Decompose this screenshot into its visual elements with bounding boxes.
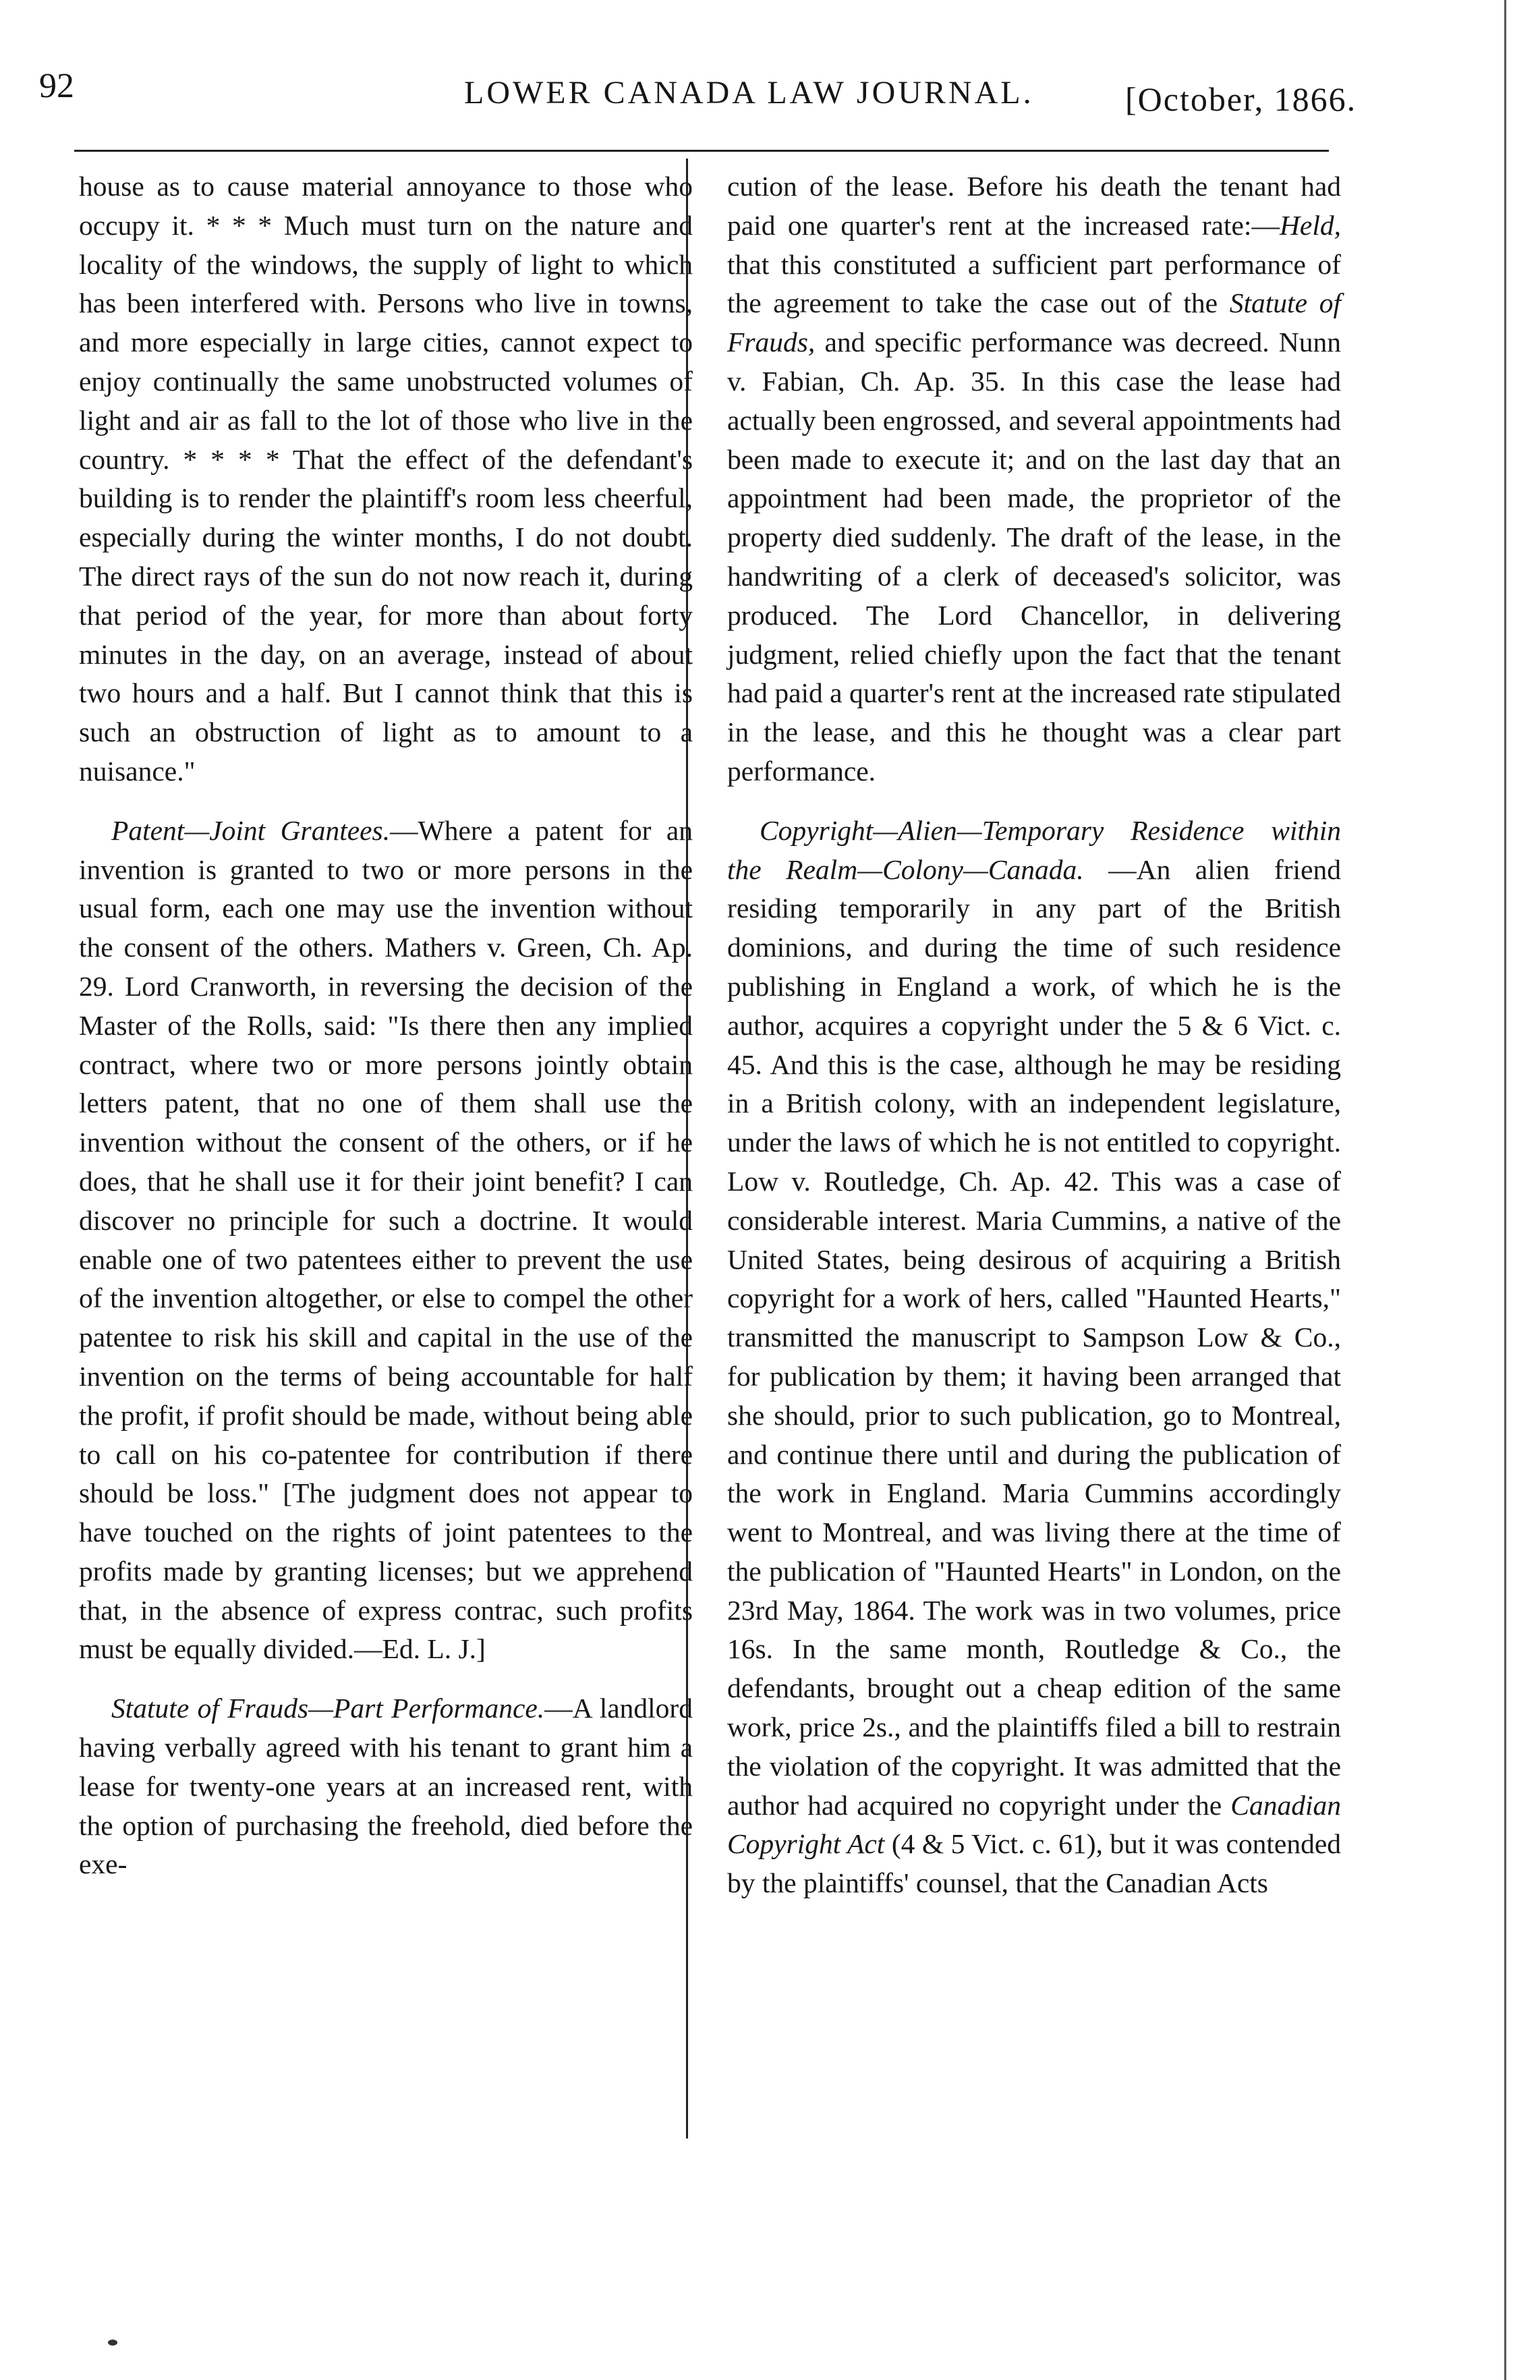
part-performance-continuation: [727, 167, 1341, 791]
ink-smudge: [108, 2340, 117, 2346]
nuisance-quotation: [79, 167, 693, 791]
page-edge-line: [1504, 0, 1506, 2380]
statute-of-frauds-heading: Statute of Frauds—Part Performance.: [111, 1693, 545, 1724]
continuation-text-c: and specific performance was decreed. Nunn v. Fabian, Ch. Ap. 35. In this case the lease had actually been engrossed, and several appointments had been made to execute it; and on the last day that an appointment had been made, the proprietor of the property died suddenly. The draft of the lease, in the handwriting of a clerk of deceased's solicitor, was produced. The Lord Chancellor, in delivering judgment, relied chiefly upon the fact that the tenant had paid a quarter's rent at the increased rate stipulated in the lease, and this he thought was a clear part performance.: [727, 327, 1341, 787]
issue-date: [October, 1866.: [1125, 80, 1357, 118]
patent-joint-grantees-heading: Patent—Joint Grantees.: [111, 814, 391, 846]
journal-title: LOWER CANADA LAW JOURNAL.: [464, 75, 1034, 111]
continuation-text-b: that this constituted a sufficient part performance of the agreement to take the case out of the: [727, 248, 1341, 319]
statute-of-frauds-section: [79, 1689, 693, 1884]
statute-of-frauds-citation: Statute of Frauds,: [727, 287, 1341, 358]
continuation-text-a: cution of the lease. Before his death the tenant had paid one quarter's rent at the increased rate:—: [727, 171, 1341, 241]
statute-of-frauds-text: —A landlord having verbally agreed with his tenant to grant him a lease for twenty-one years at an increased rent, with the option of purchasing the freehold, died before the exe-: [79, 1693, 693, 1880]
patent-joint-grantees-text: —Where a patent for an invention is granted to two or more persons in the usual form, each one may use the invention without the consent of the others. Mathers v. Green, Ch. Ap. 29. Lord Cranworth, in reversing the decision of the Master of the Rolls, said: "Is there then any implied contract, where two or more persons jointly obtain letters patent, that no one of them shall use the invention without the consent of the others, or if he does, that he shall use it for their joint benefit? I can discover no principle for such a doctrine. It would enable one of two patentees either to prevent the use of the invention altogether, or else to compel the other patentee to risk his skill and capital in the use of the invention on the terms of being accountable for half the profit, if profit should be made, without being able to call on his co-patentee for contribution if there should be loss." [The judgment does not appear to have touched on the rights of joint patentees to the profits made by granting licenses; but we apprehend that, in the absence of express contrac, such profits must be equally divided.—Ed. L. J.]: [79, 814, 693, 1665]
right-column: [727, 167, 1341, 1903]
canadian-copyright-act-citation: Canadian Copyright Act: [727, 1789, 1341, 1860]
copyright-alien-heading: Copyright—Alien—Temporary Residence within the Realm—Colony—Canada.: [727, 814, 1341, 885]
page-number: 92: [39, 67, 74, 105]
patent-joint-grantees-section: [79, 812, 693, 1670]
header-rule: [74, 150, 1329, 152]
held-word: Held,: [1279, 209, 1341, 241]
nuisance-quotation-text: house as to cause material annoyance to those who occupy it. * * * Much must turn on the nature and locality of the windows, the supply of light to which has been interfered with. Persons who live in towns, and more especially in large cities, cannot expect to enjoy continually the same unobstructed volumes of light and air as fall to the lot of those who live in the country. * * * * That the effect of the defendant's building is to render the plaintiff's room less cheerful, especially during the winter months, I do not doubt. The direct rays of the sun do not now reach it, during that period of the year, for more than about forty minutes in the day, on an average, instead of about two hours and a half. But I cannot think that this is such an obstruction of light as to amount to a nuisance.": [79, 171, 693, 787]
copyright-alien-section: [727, 812, 1341, 1903]
left-column: [79, 167, 693, 1884]
copyright-alien-text-a: —An alien friend residing temporarily in any part of the British dominions, and during the time of such residence publishing in England a work, of which he is the author, acquires a copyright under the 5 & 6 Vict. c. 45. And this is the case, although he may be residing in a British colony, with an independent legislature, under the laws of which he is not entitled to copyright. Low v. Routledge, Ch. Ap. 42. This was a case of considerable interest. Maria Cummins, a native of the United States, being desirous of acquiring a British copyright for a work of hers, called "Haunted Hearts," transmitted the manuscript to Sampson Low & Co., for publication by them; it having been arranged that she should, prior to such publication, go to Montreal, and continue there until and during the publication of the work in England. Maria Cummins accordingly went to Montreal, and was living there at the time of the publication of "Haunted Hearts" in London, on the 23rd May, 1864. The work was in two volumes, price 16s. In the same month, Routledge & Co., the defendants, brought out a cheap edition of the same work, price 2s., and the plaintiffs filed a bill to restrain the violation of the copyright. It was admitted that the author had acquired no copyright under the: [727, 853, 1341, 1821]
copyright-alien-text-b: (4 & 5 Vict. c. 61), but it was contended by the plaintiffs' counsel, that the Canadian Acts: [727, 1828, 1341, 1899]
running-head: [0, 0, 1540, 155]
